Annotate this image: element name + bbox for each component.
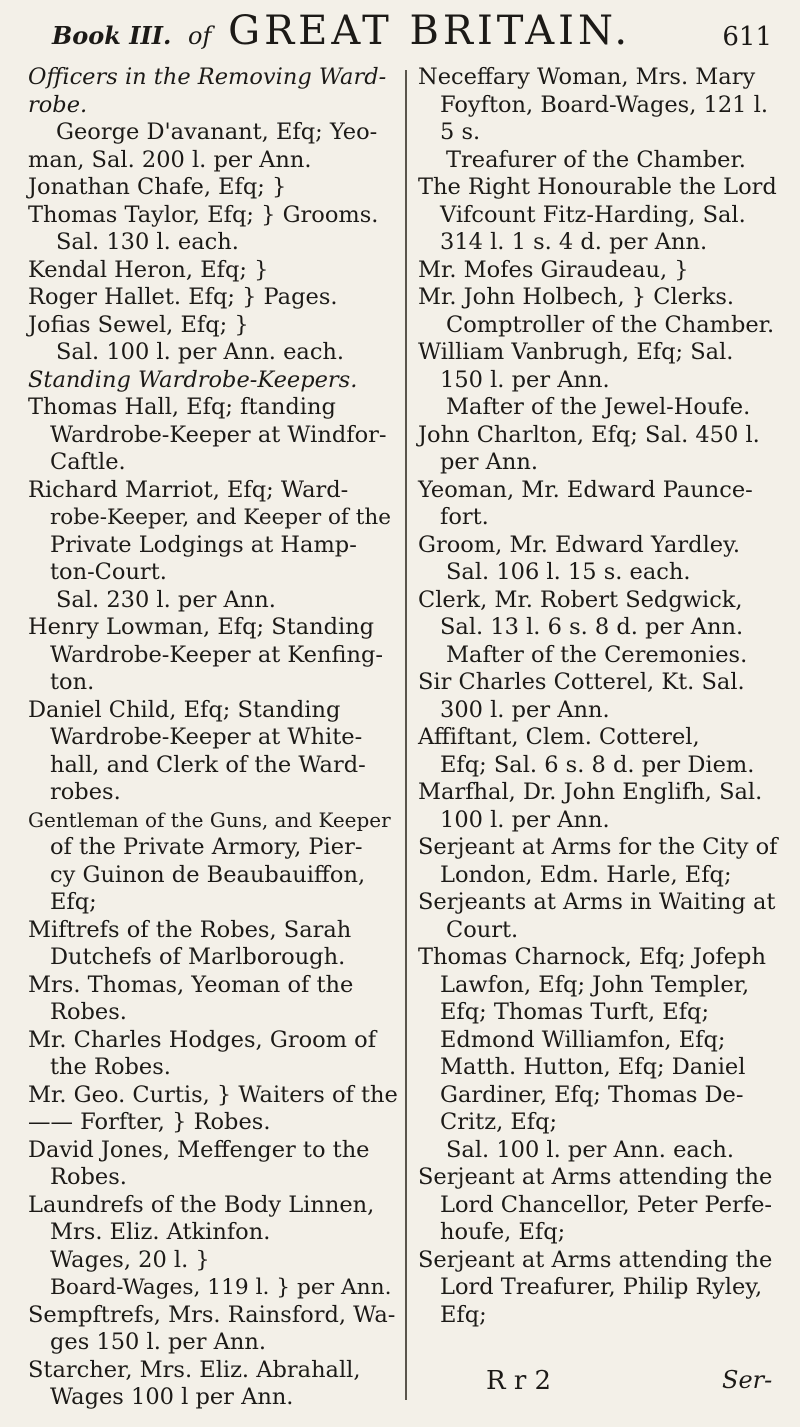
running-title	[52, 8, 631, 54]
text-line: Foyfton, Board-Wages, 121 l.	[440, 91, 768, 118]
running-header	[0, 0, 800, 70]
text-line: 100 l. per Ann.	[440, 806, 610, 833]
text-line: London, Edm. Harle, Efq;	[440, 861, 732, 888]
text-line: Robes.	[50, 1164, 127, 1190]
text-line: Gardiner, Efq; Thomas De-	[440, 1081, 744, 1108]
text-line: Sal. 106 l. 15 s. each.	[446, 559, 691, 585]
text-line: Clerk, Mr. Robert Sedgwick,	[418, 586, 743, 613]
text-line: Yeoman, Mr. Edward Paunce-	[418, 476, 753, 503]
text-line: Caftle.	[50, 449, 126, 475]
text-line: Sal. 13 l. 6 s. 8 d. per Ann.	[440, 614, 744, 640]
text-line: Treafurer of the Chamber.	[446, 146, 746, 173]
text-line: William Vanbrugh, Efq; Sal.	[418, 339, 734, 365]
text-line: Gentleman of the Guns, and Keeper	[28, 807, 391, 832]
text-line: Thomas Taylor, Efq; } Grooms.	[28, 201, 379, 228]
text-line: the Robes.	[50, 1054, 171, 1080]
text-line: Richard Marriot, Efq; Ward-	[28, 476, 349, 503]
text-line: Board-Wages, 119 l. } per Ann.	[50, 1275, 392, 1300]
text-line: Jofias Sewel, Efq; }	[28, 311, 249, 338]
left-column	[28, 64, 398, 1410]
text-line: 300 l. per Ann.	[440, 696, 610, 723]
text-line: Comptroller of the Chamber.	[446, 311, 775, 338]
text-line: Sir Charles Cotterel, Kt. Sal.	[418, 669, 745, 695]
text-line: Serjeant at Arms for the City of	[418, 834, 778, 860]
text-line: Lawfon, Efq; John Templer,	[440, 971, 750, 998]
text-line: Roger Hallet. Efq; } Pages.	[28, 284, 338, 310]
text-line: Wardrobe-Keeper at White-	[50, 724, 363, 750]
text-line: Edmond Williamfon, Efq;	[440, 1026, 726, 1053]
book-number: Book III.	[52, 21, 172, 50]
text-line: Efq; Thomas Turft, Efq;	[440, 999, 710, 1025]
text-line: George D'avanant, Efq; Yeo-	[56, 119, 378, 145]
text-line: Serjeants at Arms in Waiting at	[418, 889, 776, 915]
text-line: Sal. 230 l. per Ann.	[56, 586, 276, 613]
text-line: Efq;	[440, 1301, 487, 1328]
text-line: ton-Court.	[50, 559, 167, 585]
text-line: Efq;	[50, 889, 97, 915]
text-line: Neceffary Woman, Mrs. Mary	[418, 64, 756, 90]
right-column	[418, 64, 778, 1384]
text-line: David Jones, Meffenger to the	[28, 1136, 370, 1163]
text-line: ton.	[50, 669, 95, 695]
text-line: Jonathan Chafe, Efq; }	[28, 174, 287, 200]
text-line: Thomas Charnock, Efq; Jofeph	[418, 944, 766, 970]
text-line: The Right Honourable the Lord	[418, 174, 777, 200]
text-line: Vifcount Fitz-Harding, Sal.	[440, 201, 746, 228]
text-line: Mafter of the Jewel-Houfe.	[446, 394, 751, 420]
text-line: Serjeant at Arms attending the	[418, 1246, 773, 1273]
text-line: ges 150 l. per Ann.	[50, 1329, 267, 1355]
text-line: Matth. Hutton, Efq; Daniel	[440, 1054, 746, 1080]
text-line: Lord Chancellor, Peter Perfe-	[440, 1191, 773, 1218]
text-line: Daniel Child, Efq; Standing	[28, 696, 341, 723]
text-line: Kendal Heron, Efq; }	[28, 256, 269, 283]
text-line: Court.	[446, 916, 519, 943]
text-line: Sempftrefs, Mrs. Rainsford, Wa-	[28, 1301, 396, 1328]
signature-mark: R r 2	[486, 1366, 552, 1396]
text-line: cy Guinon de Beaubauiffon,	[50, 861, 366, 888]
text-line: fort.	[440, 504, 489, 530]
text-line: Mrs. Thomas, Yeoman of the	[28, 971, 354, 998]
text-line: Sal. 130 l. each.	[56, 229, 239, 255]
text-line: Groom, Mr. Edward Yardley.	[418, 531, 740, 558]
text-line: 5 s.	[440, 119, 481, 145]
text-line: Sal. 100 l. per Ann. each.	[56, 339, 345, 365]
column-divider	[405, 70, 407, 1400]
text-line: Sal. 100 l. per Ann. each.	[446, 1136, 735, 1163]
text-line: Robes.	[50, 999, 127, 1025]
text-line: Mrs. Eliz. Atkinfon.	[50, 1219, 271, 1245]
text-line: Thomas Hall, Efq; ftanding	[28, 394, 336, 420]
text-line: Laundrefs of the Body Linnen,	[28, 1191, 375, 1218]
text-line: Mr. John Holbech, } Clerks.	[418, 284, 735, 310]
text-line: per Ann.	[440, 449, 539, 475]
text-line: Mr. Geo. Curtis, } Waiters of the	[28, 1081, 398, 1108]
text-line: John Charlton, Efq; Sal. 450 l.	[418, 421, 760, 448]
text-line: Miftrefs of the Robes, Sarah	[28, 916, 352, 943]
text-line: robe-Keeper, and Keeper of the	[50, 505, 391, 530]
country-title: GREAT BRITAIN.	[228, 8, 632, 54]
catchword: Ser-	[722, 1366, 773, 1394]
text-line: Dutchefs of Marlborough.	[50, 944, 346, 970]
text-line: Wages 100 l per Ann.	[50, 1384, 294, 1410]
text-line: houfe, Efq;	[440, 1219, 566, 1245]
text-line: 314 l. 1 s. 4 d. per Ann.	[440, 229, 708, 255]
text-line: robes.	[50, 779, 121, 805]
text-line: 150 l. per Ann.	[440, 366, 610, 393]
text-line: Wardrobe-Keeper at Windfor-	[50, 421, 387, 448]
text-line: Wardrobe-Keeper at Kenfing-	[50, 641, 383, 668]
text-line: Marfhal, Dr. John Englifh, Sal.	[418, 779, 763, 805]
text-line: Lord Treafurer, Philip Ryley,	[440, 1274, 763, 1300]
text-line: Starcher, Mrs. Eliz. Abrahall,	[28, 1356, 361, 1383]
text-line: Henry Lowman, Efq; Standing	[28, 614, 375, 640]
text-line: Private Lodgings at Hamp-	[50, 531, 357, 558]
page-number: 611	[722, 22, 772, 52]
text-line: Mr. Mofes Giraudeau, }	[418, 256, 689, 283]
text-line: Standing Wardrobe-Keepers.	[28, 366, 358, 393]
text-line: Serjeant at Arms attending the	[418, 1164, 773, 1190]
text-line: Affiftant, Clem. Cotterel,	[418, 724, 700, 750]
title-of: of	[188, 22, 212, 50]
text-line: of the Private Armory, Pier-	[50, 834, 363, 860]
text-line: Wages, 20 l. }	[50, 1246, 210, 1273]
text-line: Mafter of the Ceremonies.	[446, 641, 748, 668]
text-line: man, Sal. 200 l. per Ann.	[28, 146, 312, 173]
text-line: Efq; Sal. 6 s. 8 d. per Diem.	[440, 751, 755, 778]
text-line: Officers in the Removing Ward-	[28, 64, 387, 90]
text-line: robe.	[28, 91, 88, 118]
text-line: Mr. Charles Hodges, Groom of	[28, 1026, 377, 1053]
text-line: hall, and Clerk of the Ward-	[50, 751, 366, 778]
text-line: Critz, Efq;	[440, 1109, 558, 1135]
text-line: —— Forfter, } Robes.	[28, 1109, 271, 1135]
